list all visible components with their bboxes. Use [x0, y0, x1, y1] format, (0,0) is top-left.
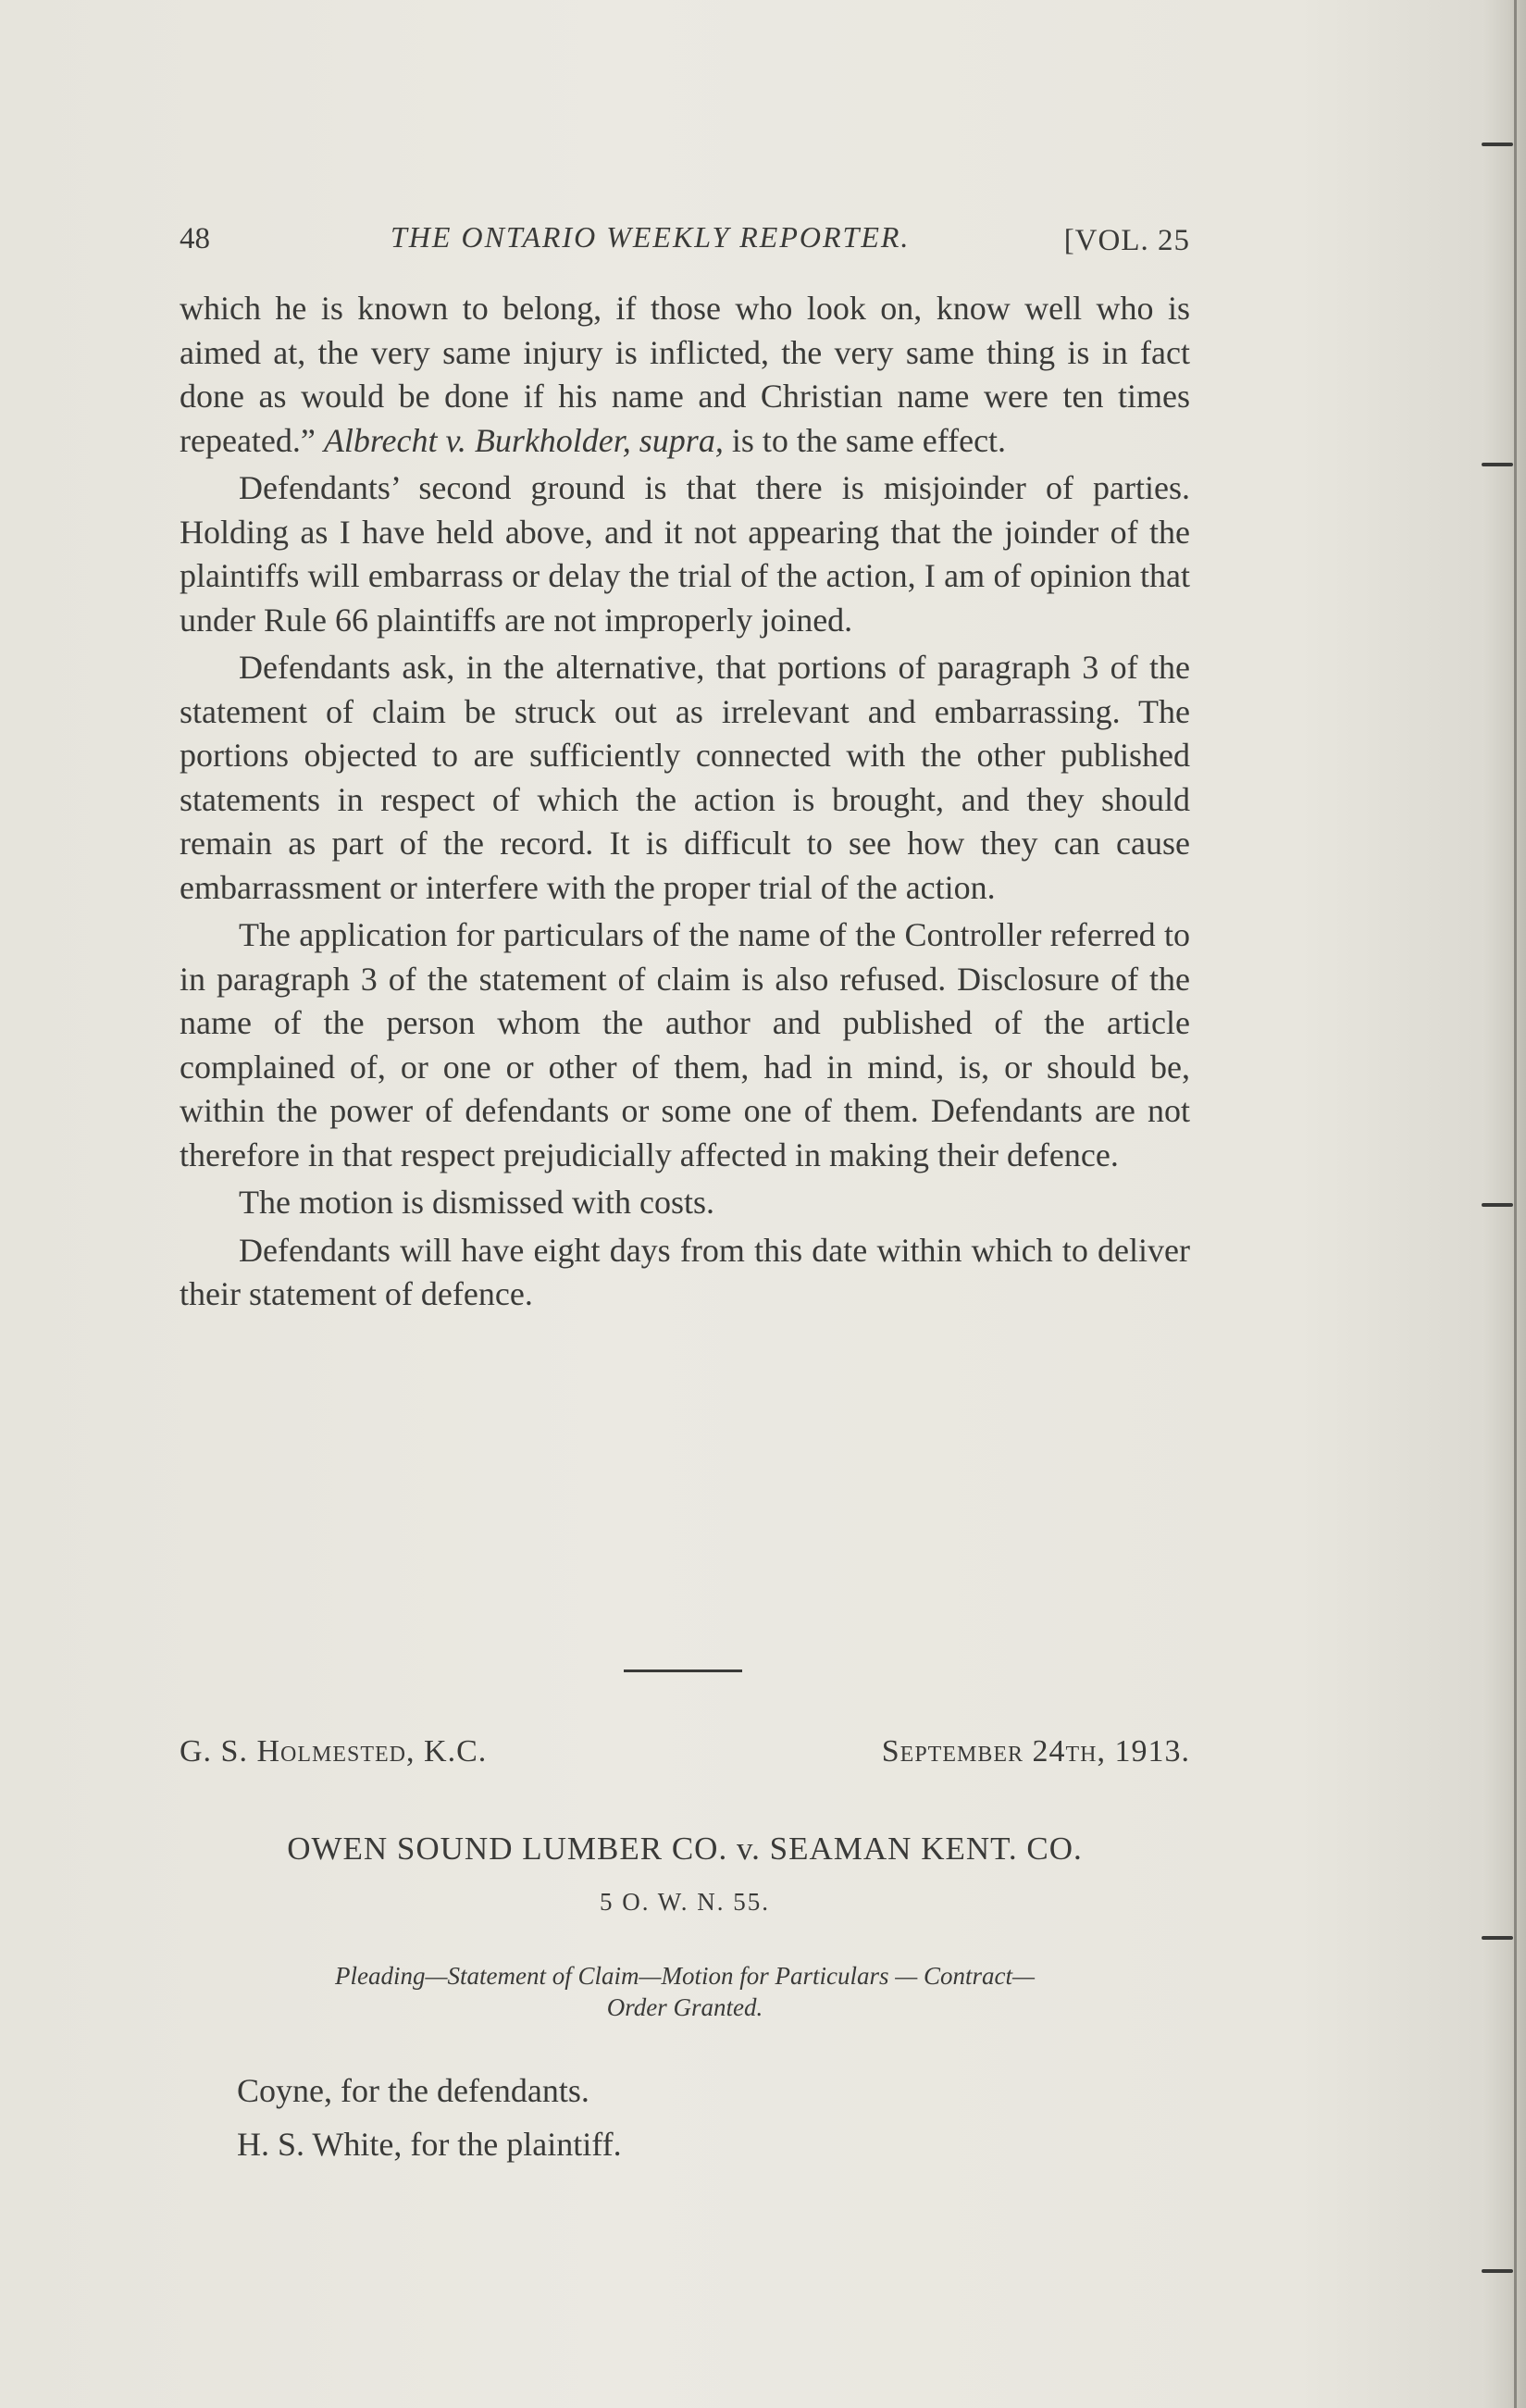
counsel-list [237, 2064, 1190, 2171]
headnote-line: Order Granted. [606, 1993, 763, 2021]
volume-label: [VOL. 25 [1063, 224, 1190, 257]
headnote [180, 1960, 1190, 2023]
decision-date: September 24th, 1913. [881, 1734, 1190, 1769]
paragraph-defence-time: Defendants will have eight days from this date within which to deliver their statement of defence. [180, 1231, 1190, 1312]
section-divider [624, 1669, 742, 1672]
counsel-plaintiff: H. S. White, for the plaintiff. [237, 2126, 622, 2163]
headnote-line: Pleading—Statement of Claim—Motion for Particulars — Contract— [335, 1962, 1035, 1990]
paragraph-alternative: Defendants ask, in the alternative, that portions of paragraph 3 of the statement of claim be struck out as irrelevant and embarrassing. The portions objected to are sufficiently connected with the other published statements in respect of which the action is brought, and they should remain as part of the record. It is difficult to see how they can cause embarrassment or interfere with the proper trial of the action. [180, 649, 1190, 906]
binding-edge [1482, 0, 1526, 2408]
binding-stitch [1482, 1203, 1513, 1207]
paragraph-disposition: The motion is dismissed with costs. [239, 1184, 715, 1221]
judge-name: G. S. Holmested, K.C. [180, 1734, 488, 1769]
binding-stitch [1482, 463, 1513, 466]
paragraph-misjoinder: Defendants’ second ground is that there is misjoinder of parties. Holding as I have held above, and it not appearing that the joinder of the plaintiffs will embarrass or delay the trial of the action, I am of opinion that under Rule 66 plaintiffs are not improperly joined. [180, 469, 1190, 639]
page-number: 48 [180, 222, 210, 255]
binding-stitch [1482, 1936, 1513, 1940]
judgment-text [180, 287, 1190, 1317]
binding-thread [1514, 0, 1517, 2408]
case-title: OWEN SOUND LUMBER CO. v. SEAMAN KENT. CO. [287, 1831, 1083, 1867]
report-citation: 5 O. W. N. 55. [599, 1888, 770, 1916]
paragraph-continuation: which he is known to belong, if those who look on, know well who is aimed at, the very same injury is inflicted, the very same thing is in fact done as would be done if his name and Christian name were ten times repeated.” Albrecht v. Burkholder, supra, is to the same effect. [180, 290, 1190, 459]
page-header [180, 215, 1190, 261]
binding-stitch [1482, 143, 1513, 146]
case-citation: Albrecht v. Burkholder, supra, [323, 421, 724, 459]
running-title: THE ONTARIO WEEKLY REPORTER. [391, 220, 911, 254]
counsel-defendants: Coyne, for the defendants. [237, 2072, 589, 2109]
binding-stitch [1482, 2269, 1513, 2273]
paragraph-particulars: The application for particulars of the name of the Controller referred to in paragraph 3 of the statement of claim is also refused. Disclosure of the name of the person whom the author and published of the article complained of, or one or other of them, had in mind, is, or should be, within the power of defendants or some one of them. Defendants are not therefore in that respect prejudicially affected in making their defence. [180, 916, 1190, 1173]
